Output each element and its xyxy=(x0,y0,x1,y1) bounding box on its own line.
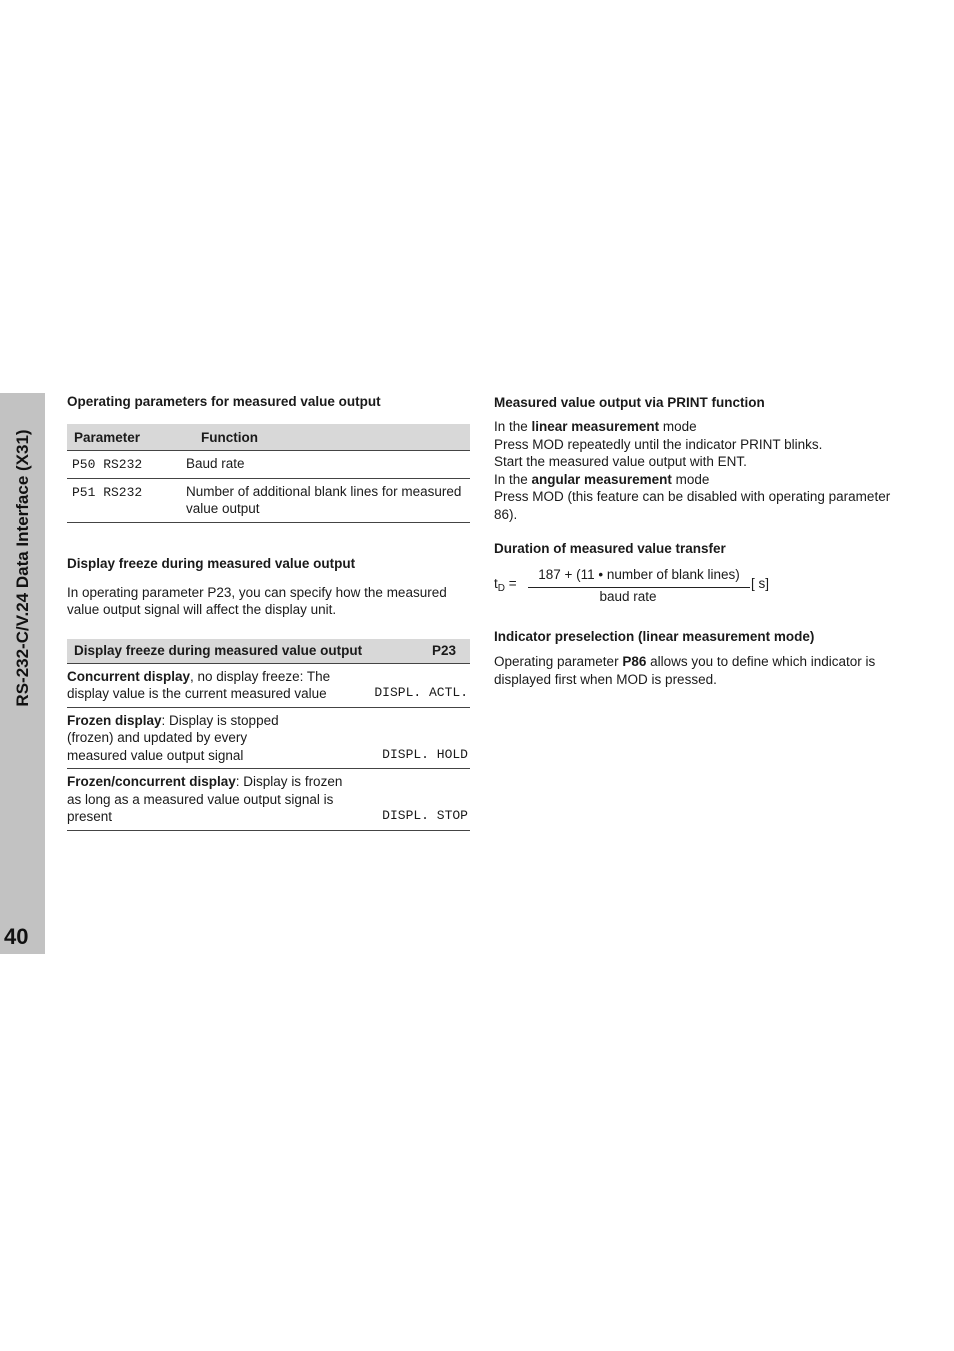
table-row xyxy=(67,708,470,770)
print-instructions xyxy=(494,418,904,523)
print-line xyxy=(494,418,904,436)
freeze-mode-name: Concurrent display xyxy=(67,668,191,684)
display-code: DISPL. ACTL. xyxy=(374,685,468,700)
text: Operating parameter xyxy=(494,654,623,669)
parameter-table-header xyxy=(67,424,470,451)
fraction-bar xyxy=(528,587,750,588)
print-line xyxy=(494,471,904,489)
freeze-mode-name: Frozen display xyxy=(67,712,162,728)
table-row xyxy=(67,451,470,479)
param-function: Baud rate xyxy=(186,456,245,471)
text: allows you to define which indicator is displayed first when MOD is pressed. xyxy=(494,654,876,687)
freeze-mode-text: : Display is frozen as long as a measured value output signal is present xyxy=(67,774,343,824)
freeze-description xyxy=(67,668,362,703)
mode-name: linear measurement xyxy=(531,419,660,434)
table-row xyxy=(67,769,470,831)
table-row xyxy=(67,479,470,523)
text: mode xyxy=(659,419,697,434)
param-name: P86 xyxy=(622,654,647,669)
section-heading-display-freeze: Display freeze during measured value output xyxy=(67,555,356,571)
parameter-table xyxy=(67,424,470,523)
text: In the xyxy=(494,419,532,434)
print-line: Press MOD repeatedly until the indicator PRINT blinks. xyxy=(494,436,823,452)
freeze-mode-text: : Display is stopped (frozen) and updated by every measured value output signal xyxy=(67,712,279,763)
param-code: P50 RS232 xyxy=(72,457,143,472)
formula-symbol: t xyxy=(494,576,498,591)
formula-denominator: baud rate xyxy=(599,589,657,604)
section-heading-duration: Duration of measured value transfer xyxy=(494,541,726,556)
print-line: Start the measured value output with ENT. xyxy=(494,454,747,469)
freeze-mode-name: Frozen/concurrent display xyxy=(67,774,236,789)
param-function: Number of additional blank lines for measured value output xyxy=(186,483,462,516)
display-code: DISPL. HOLD xyxy=(382,746,468,762)
formula-subscript: D xyxy=(497,583,505,594)
column-header-parameter: Parameter xyxy=(74,429,141,445)
chapter-title xyxy=(0,405,45,730)
display-freeze-intro: In operating parameter P23, you can specify how the measured value output signal will affect the display unit. xyxy=(67,584,447,617)
formula-unit: [ s] xyxy=(751,576,770,591)
section-heading-operating-parameters: Operating parameters for measured value output xyxy=(67,394,381,409)
duration-formula xyxy=(494,567,904,607)
freeze-description xyxy=(67,712,299,765)
text: In the xyxy=(494,471,532,487)
formula-equals: = xyxy=(505,576,517,591)
display-freeze-table-title: Display freeze during measured value output xyxy=(74,643,363,658)
page-number: 40 xyxy=(4,924,29,949)
right-column xyxy=(494,394,904,688)
text: mode xyxy=(671,471,710,487)
display-freeze-table-param: P23 xyxy=(431,643,456,658)
preselection-text xyxy=(494,653,904,688)
print-line: Press MOD (this feature can be disabled with operating parameter 86). xyxy=(494,489,891,522)
param-code: P51 RS232 xyxy=(72,484,143,500)
chapter-title-text: RS-232-C/V.24 Data Interface (X31) xyxy=(12,428,32,707)
display-code: DISPL. STOP xyxy=(382,808,468,823)
formula-numerator: 187 + (11 • number of blank lines) xyxy=(538,567,740,582)
column-header-function: Function xyxy=(201,429,258,445)
freeze-mode-text: , no display freeze: The display value is the current measured value xyxy=(67,668,331,701)
mode-name: angular measurement xyxy=(531,471,672,487)
left-column xyxy=(67,393,470,831)
display-freeze-table xyxy=(67,639,470,831)
formula-lhs xyxy=(494,576,517,594)
display-freeze-table-header xyxy=(67,639,470,664)
freeze-description xyxy=(67,773,349,826)
section-heading-print: Measured value output via PRINT function xyxy=(494,395,765,410)
section-heading-preselection: Indicator preselection (linear measurement mode) xyxy=(494,629,815,644)
table-row xyxy=(67,664,470,708)
